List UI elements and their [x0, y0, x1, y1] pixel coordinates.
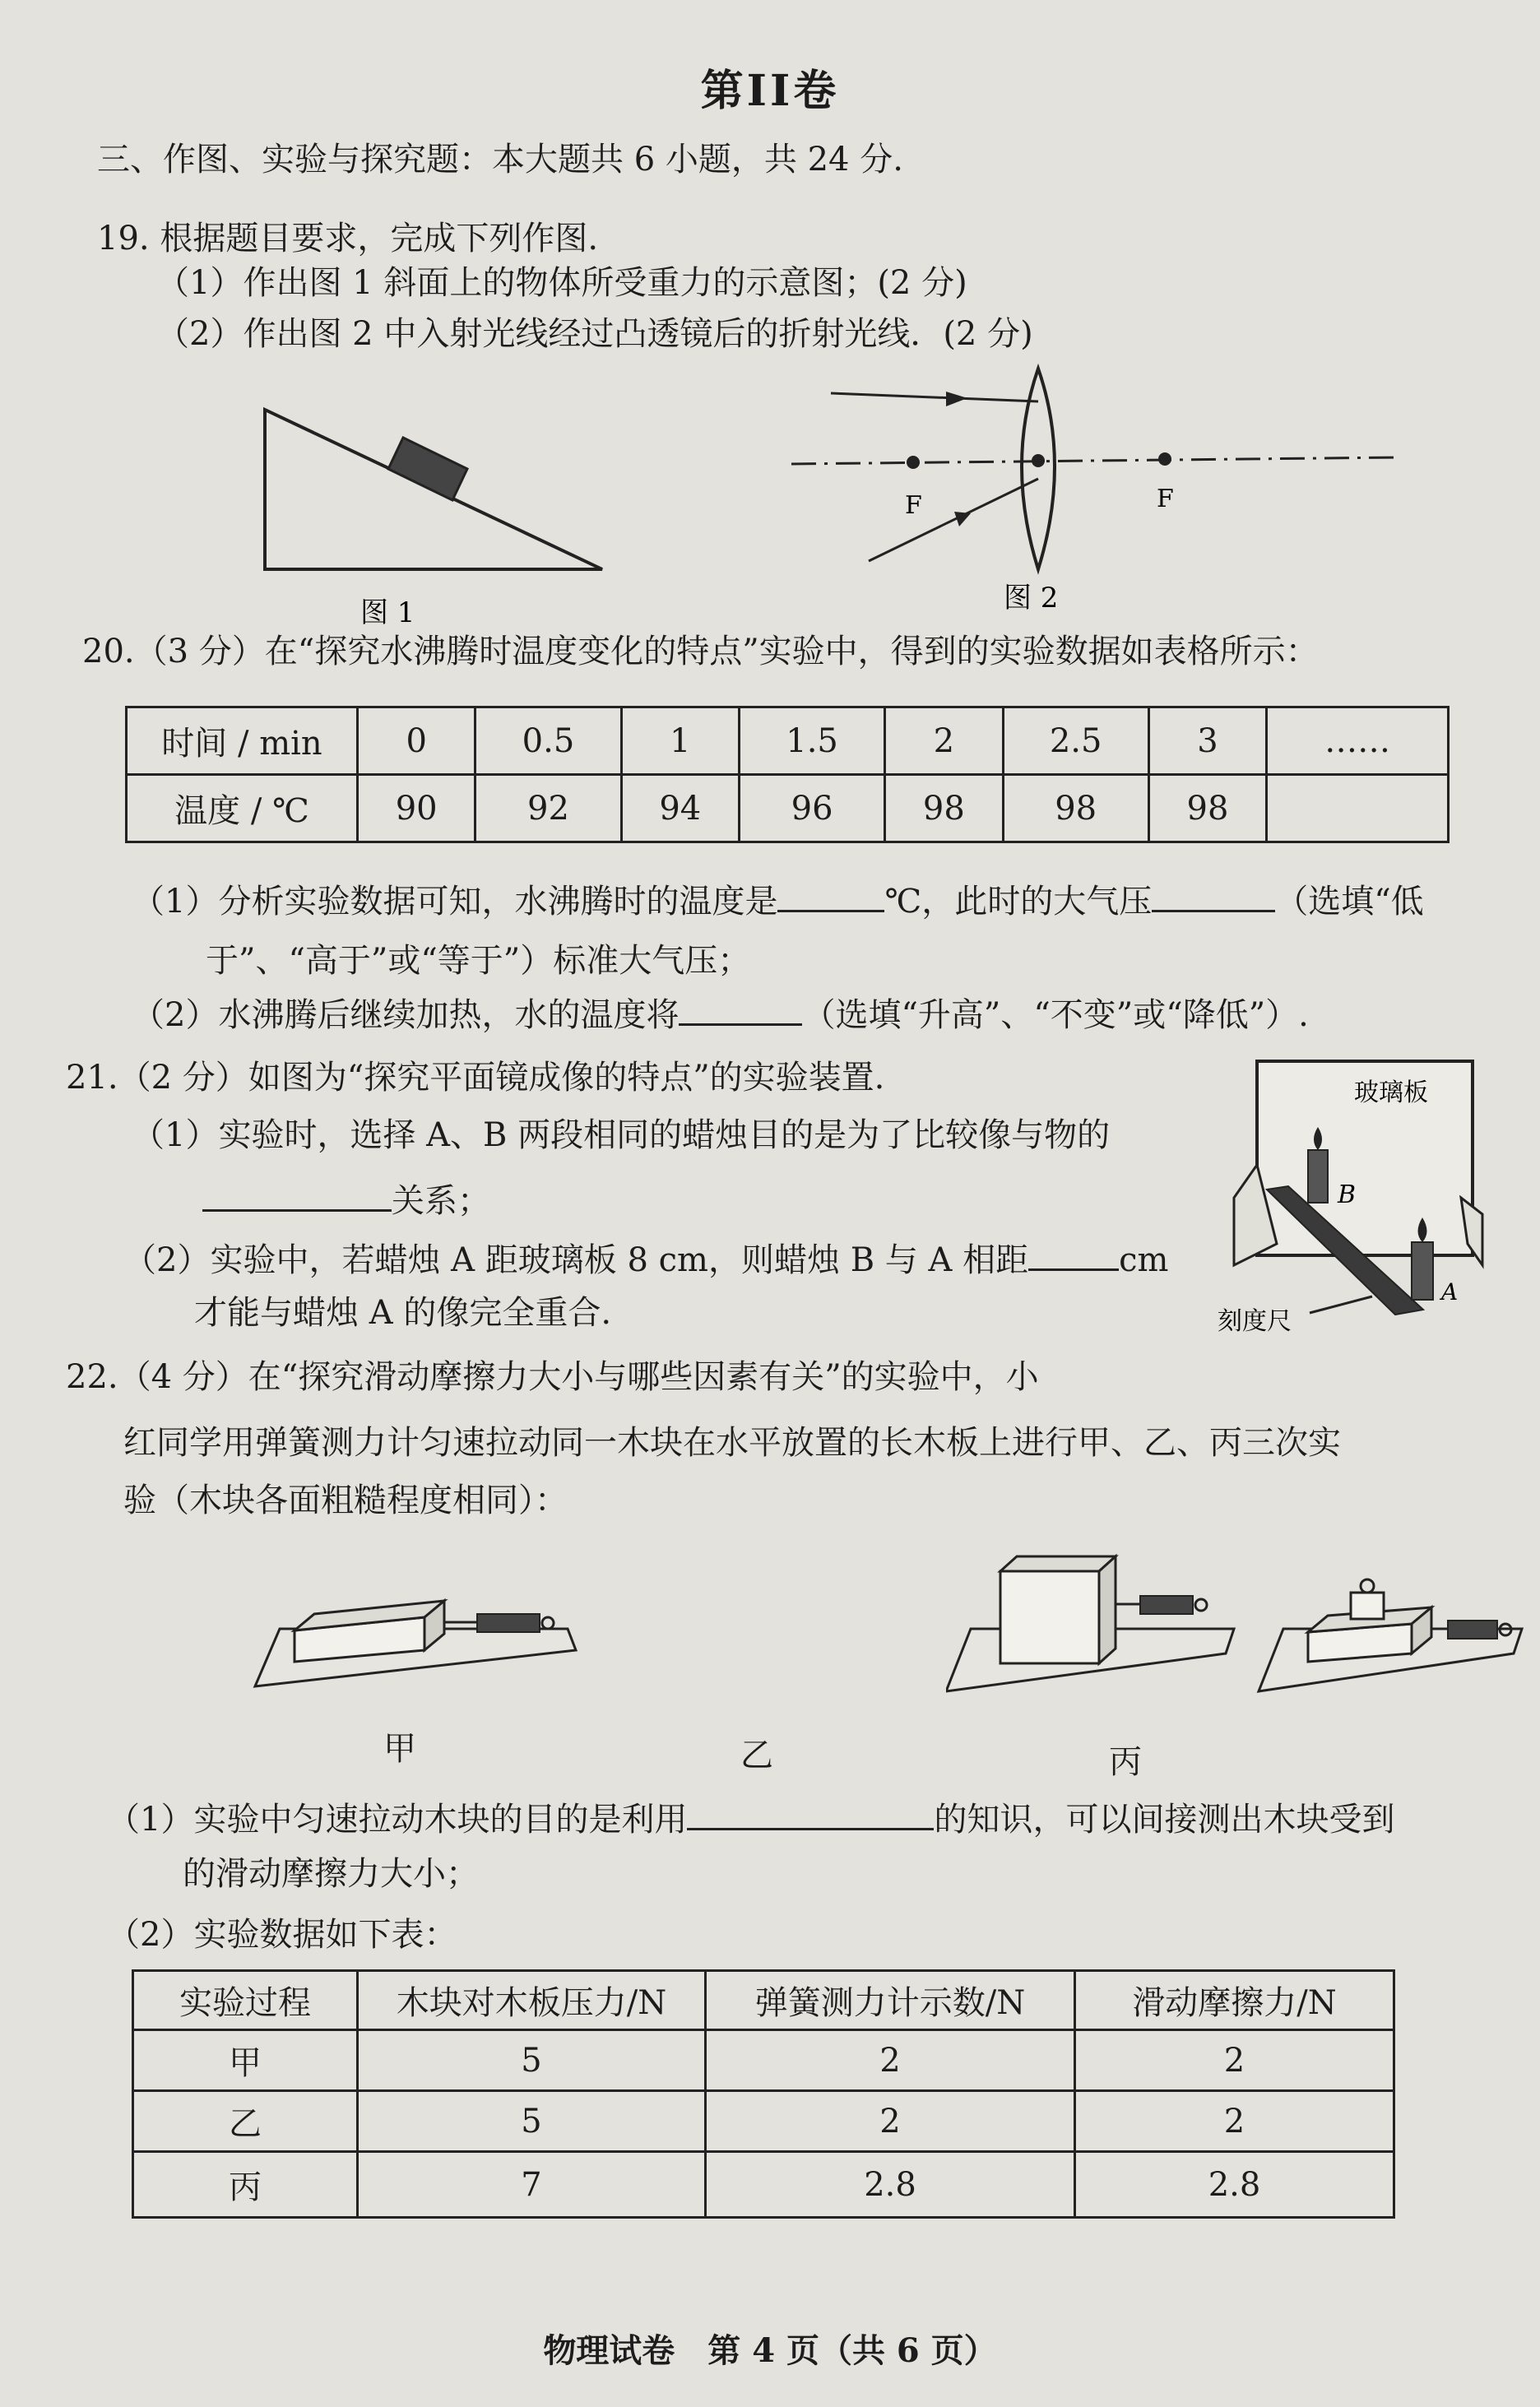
q21-part2-text-b: cm	[1119, 1241, 1169, 1279]
table-header-cell: 木块对木板压力/N	[358, 1971, 706, 2030]
table-cell: 2	[706, 2030, 1075, 2091]
ruler-pointer-line	[1310, 1296, 1372, 1313]
fig1-caption: 图 1	[360, 596, 415, 629]
table-cell: 丙	[133, 2152, 358, 2218]
q20-part1-text-a: （1）分析实验数据可知，水沸腾时的温度是	[132, 883, 778, 921]
table-header-cell: 弹簧测力计示数/N	[706, 1971, 1075, 2030]
q20-part1-text-c: （选填“低	[1275, 883, 1424, 921]
table-row	[133, 2030, 1394, 2091]
q22-stem-line1: 22.（4 分）在“探究滑动摩擦力大小与哪些因素有关”的实验中，小	[66, 1358, 1039, 1396]
ruler-label: 刻度尺	[1218, 1307, 1292, 1336]
q21-part1-text-b: 关系；	[392, 1182, 490, 1220]
setup-jia	[255, 1601, 576, 1686]
table-cell: 乙	[133, 2091, 358, 2152]
principal-axis	[791, 457, 1399, 464]
table-row	[133, 2152, 1394, 2218]
table-header-cell: 实验过程	[133, 1971, 358, 2030]
table-cell: 5	[358, 2030, 706, 2091]
table-cell: 96	[739, 775, 884, 842]
table-cell: 0.5	[475, 707, 621, 775]
table-cell: 2.5	[1003, 707, 1148, 775]
q21-stem: 21.（2 分）如图为“探究平面镜成像的特点”的实验装置.	[66, 1059, 885, 1097]
answer-blank-size-relation[interactable]	[202, 1173, 392, 1212]
q20-stem: 20.（3 分）在“探究水沸腾时温度变化的特点”实验中，得到的实验数据如表格所示：	[82, 633, 1319, 670]
candle-b-label: B	[1338, 1180, 1357, 1209]
spring-scale-icon	[1140, 1596, 1193, 1614]
q21-part1-line2	[202, 1173, 490, 1224]
wood-block-upright	[1000, 1571, 1099, 1663]
table-row	[127, 707, 1449, 775]
page-title: 第II卷	[700, 66, 840, 116]
table-row	[133, 1971, 1394, 2030]
ray-arrow-1	[946, 392, 967, 406]
block-on-incline	[388, 438, 467, 500]
boiling-data-table	[125, 706, 1450, 843]
q21-part2-line1	[123, 1232, 1168, 1283]
incident-ray-2	[869, 479, 1038, 561]
table-cell: 98	[1003, 775, 1148, 842]
focus-point-right	[1158, 452, 1171, 466]
q21-part1-line1: （1）实验时，选择 A、B 两段相同的蜡烛目的是为了比较像与物的	[132, 1116, 1111, 1154]
table-cell: 98	[885, 775, 1003, 842]
answer-blank-knowledge[interactable]	[687, 1792, 934, 1830]
table-cell: 1.5	[739, 707, 884, 775]
q22-part1-line1	[107, 1792, 1394, 1843]
candle-a-label: A	[1441, 1278, 1459, 1306]
q20-part1-line1	[132, 874, 1424, 925]
table-cell: 7	[358, 2152, 706, 2218]
q20-part2	[132, 987, 1309, 1038]
q20-part1-line2: 于”、“高于”或“等于”）标准大气压；	[206, 942, 751, 980]
fig-label-jia: 甲	[383, 1730, 416, 1768]
table-cell: 0	[358, 707, 475, 775]
table-cell: 2.8	[1075, 2152, 1394, 2218]
q20-part2-text-a: （2）水沸腾后继续加热，水的温度将	[132, 996, 680, 1034]
focus-label-right: F	[1157, 485, 1174, 513]
q22-stem-line2: 红同学用弹簧测力计匀速拉动同一木块在水平放置的长木板上进行甲、乙、丙三次实	[123, 1424, 1341, 1462]
answer-blank-boiling-point[interactable]	[777, 874, 884, 912]
q19-part2: （2）作出图 2 中入射光线经过凸透镜后的折射光线．(2 分)	[156, 315, 1033, 353]
q22-part1-text-a: （1）实验中匀速拉动木块的目的是利用	[107, 1801, 688, 1839]
answer-blank-pressure[interactable]	[1152, 874, 1275, 912]
spring-scale-icon	[1448, 1621, 1497, 1639]
candle-b	[1308, 1150, 1328, 1203]
table-cell: 甲	[133, 2030, 358, 2091]
table-cell: 3	[1148, 707, 1266, 775]
focus-label-left: F	[905, 491, 922, 520]
spring-scale-icon	[477, 1614, 540, 1632]
table-header-cell: 滑动摩擦力/N	[1075, 1971, 1394, 2030]
q22-part2: （2）实验数据如下表：	[107, 1916, 457, 1954]
q21-part2-text-a: （2）实验中，若蜡烛 A 距玻璃板 8 cm，则蜡烛 B 与 A 相距	[123, 1241, 1029, 1279]
friction-experiment-figures-2	[946, 1538, 1538, 1785]
q20-part1-text-b: ℃，此时的大气压	[884, 883, 1153, 921]
fig2-caption: 图 2	[1004, 582, 1059, 615]
table-cell	[1267, 775, 1449, 842]
fig-label-bing: 丙	[1109, 1743, 1142, 1781]
plane-mirror-apparatus-figure	[1218, 1050, 1489, 1338]
table-cell: 2	[885, 707, 1003, 775]
q22-stem-line3: 验（木块各面粗糙程度相同）：	[123, 1482, 568, 1519]
table-cell: 5	[358, 2091, 706, 2152]
table-cell: 2	[706, 2091, 1075, 2152]
q21-part2-line2: 才能与蜡烛 A 的像完全重合.	[194, 1294, 612, 1332]
focus-point-left	[907, 456, 920, 469]
answer-blank-temperature-trend[interactable]	[679, 987, 802, 1026]
weight-icon	[1351, 1593, 1384, 1619]
table-cell: 98	[1148, 775, 1266, 842]
page-footer: 物理试卷 第 4 页（共 6 页）	[543, 2331, 997, 2370]
table-cell: 90	[358, 775, 475, 842]
incident-ray-1	[831, 393, 1038, 401]
table-cell: 94	[621, 775, 739, 842]
table-row	[133, 2091, 1394, 2152]
q19-part1: （1）作出图 1 斜面上的物体所受重力的示意图；(2 分)	[156, 264, 967, 302]
figure-1-incline	[247, 387, 625, 642]
table-cell: ……	[1267, 707, 1449, 775]
table-row	[127, 775, 1449, 842]
table-cell: 2	[1075, 2091, 1394, 2152]
q20-part2-text-b: （选填“升高”、“不变”或“降低”）.	[802, 996, 1309, 1034]
table-cell: 2.8	[706, 2152, 1075, 2218]
table-header-cell: 温度 / ℃	[127, 775, 358, 842]
setup-bing	[1259, 1579, 1522, 1691]
figure-2-lens	[782, 362, 1407, 617]
section-heading: 三、作图、实验与探究题：本大题共 6 小题，共 24 分.	[97, 141, 903, 179]
ray-arrow-2	[954, 512, 971, 526]
convex-lens-icon	[1022, 369, 1055, 569]
q22-part1-line2: 的滑动摩擦力大小；	[183, 1855, 479, 1893]
fig-label-yi: 乙	[740, 1737, 773, 1774]
glass-plate-label: 玻璃板	[1354, 1078, 1428, 1107]
q22-part1-text-b: 的知识，可以间接测出木块受到	[934, 1801, 1395, 1839]
answer-blank-distance[interactable]	[1028, 1232, 1119, 1271]
q19-stem: 19. 根据题目要求，完成下列作图.	[97, 220, 599, 257]
setup-yi	[946, 1556, 1234, 1691]
optical-center	[1032, 454, 1045, 467]
friction-experiment-figures	[239, 1538, 946, 1785]
table-header-cell: 时间 / min	[127, 707, 358, 775]
candle-a	[1412, 1242, 1433, 1300]
friction-data-table	[132, 1969, 1395, 2219]
table-cell: 2	[1075, 2030, 1394, 2091]
table-cell: 92	[475, 775, 621, 842]
table-cell: 1	[621, 707, 739, 775]
